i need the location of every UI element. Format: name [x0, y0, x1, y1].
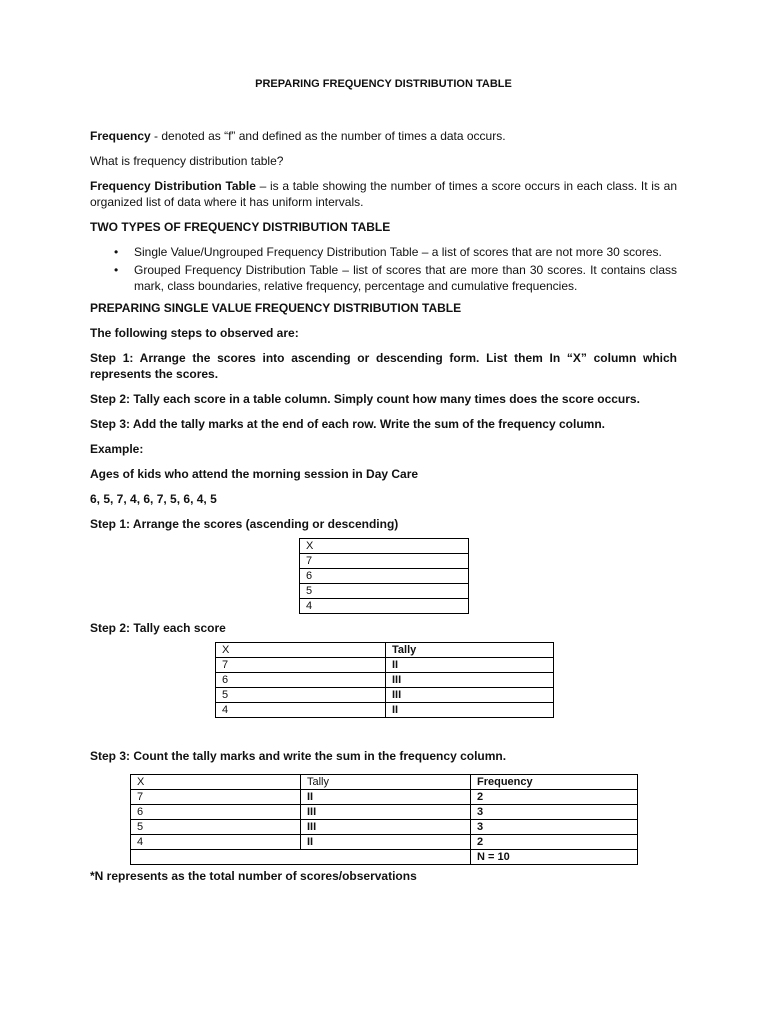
table-row	[216, 703, 554, 718]
table-cell: III	[301, 805, 471, 820]
table-row	[216, 688, 554, 703]
table-row	[216, 658, 554, 673]
frequency-definition	[90, 128, 677, 144]
table-header-cell: X	[300, 539, 469, 554]
frequency-definition-text: - denoted as “f” and defined as the number of times a data occurs.	[150, 129, 506, 143]
frequency-term: Frequency	[90, 129, 151, 143]
table-cell: II	[301, 790, 471, 805]
table-header-cell: Frequency	[471, 775, 638, 790]
table-x-scores	[299, 538, 469, 614]
page-title: PREPARING FREQUENCY DISTRIBUTION TABLE	[255, 78, 512, 90]
table-cell: 3	[471, 805, 638, 820]
steps-intro: The following steps to observed are:	[90, 326, 299, 340]
document-page	[90, 78, 677, 893]
table-total-cell: N = 10	[471, 850, 638, 865]
table-cell: 4	[300, 599, 469, 614]
prep-heading: PREPARING SINGLE VALUE FREQUENCY DISTRIBUTION TABLE	[90, 301, 462, 315]
table-total-row	[131, 850, 638, 865]
example-step-1: Step 1: Arrange the scores (ascending or descending)	[90, 517, 399, 531]
table-cell: 6	[216, 673, 386, 688]
footnote: *N represents as the total number of scores/observations	[90, 869, 417, 883]
table-header-row	[216, 643, 554, 658]
table-header-cell: Tally	[301, 775, 471, 790]
table-row	[131, 820, 638, 835]
fdt-definition-text: – is a table showing the number of times a score occurs in each class. It is an organized list of data where it has uniform intervals.	[90, 179, 677, 209]
example-step-3: Step 3: Count the tally marks and write the sum in the frequency column.	[90, 749, 507, 763]
table-cell: 3	[471, 820, 638, 835]
table-cell: 6	[131, 805, 301, 820]
types-heading: TWO TYPES OF FREQUENCY DISTRIBUTION TABLE	[90, 220, 391, 234]
example-description: Ages of kids who attend the morning session in Day Care	[90, 467, 419, 481]
table-cell: 5	[300, 584, 469, 599]
table-row	[300, 584, 469, 599]
table-cell: II	[386, 658, 554, 673]
question-text: What is frequency distribution table?	[90, 154, 284, 168]
table-cell: 7	[131, 790, 301, 805]
types-list	[90, 244, 677, 294]
table-cell: 4	[216, 703, 386, 718]
table-cell: III	[386, 673, 554, 688]
table-row	[300, 569, 469, 584]
table-row	[300, 554, 469, 569]
fdt-term: Frequency Distribution Table	[90, 179, 256, 193]
table-cell: 4	[131, 835, 301, 850]
table-header-cell: Tally	[386, 643, 554, 658]
step-2-text: Step 2: Tally each score in a table column. Simply count how many times does the score occurs.	[90, 392, 640, 406]
table-header-cell: X	[131, 775, 301, 790]
table-row	[131, 790, 638, 805]
table-cell: 7	[216, 658, 386, 673]
table-cell-empty	[131, 850, 471, 865]
table-cell: 7	[300, 554, 469, 569]
list-item: • Single Value/Ungrouped Frequency Distribution Table – a list of scores that are not more 30 scores.	[134, 244, 677, 260]
table-cell: 2	[471, 835, 638, 850]
example-data: 6, 5, 7, 4, 6, 7, 5, 6, 4, 5	[90, 492, 217, 506]
list-item: • Grouped Frequency Distribution Table – list of scores that are more than 30 scores. It contains class mark, class boundaries, relative frequency, percentage and cumulative frequencies.	[134, 262, 677, 294]
table-cell: III	[301, 820, 471, 835]
table-header-cell: X	[216, 643, 386, 658]
table-row	[131, 835, 638, 850]
step-3-text: Step 3: Add the tally marks at the end of each row. Write the sum of the frequency column.	[90, 417, 605, 431]
fdt-definition	[90, 178, 677, 210]
table-tally	[215, 642, 554, 718]
table-row	[216, 673, 554, 688]
table-header-row	[131, 775, 638, 790]
table-row	[300, 599, 469, 614]
table-frequency	[130, 774, 638, 865]
example-label: Example:	[90, 442, 144, 456]
table-cell: II	[301, 835, 471, 850]
table-row	[131, 805, 638, 820]
example-step-2: Step 2: Tally each score	[90, 621, 226, 635]
table-cell: 5	[131, 820, 301, 835]
table-cell: 2	[471, 790, 638, 805]
table-cell: 6	[300, 569, 469, 584]
table-cell: 5	[216, 688, 386, 703]
table-cell: II	[386, 703, 554, 718]
table-header-row	[300, 539, 469, 554]
step-1-text: Step 1: Arrange the scores into ascending or descending form. List them In “X” column which represents the scores.	[90, 351, 677, 381]
table-cell: III	[386, 688, 554, 703]
